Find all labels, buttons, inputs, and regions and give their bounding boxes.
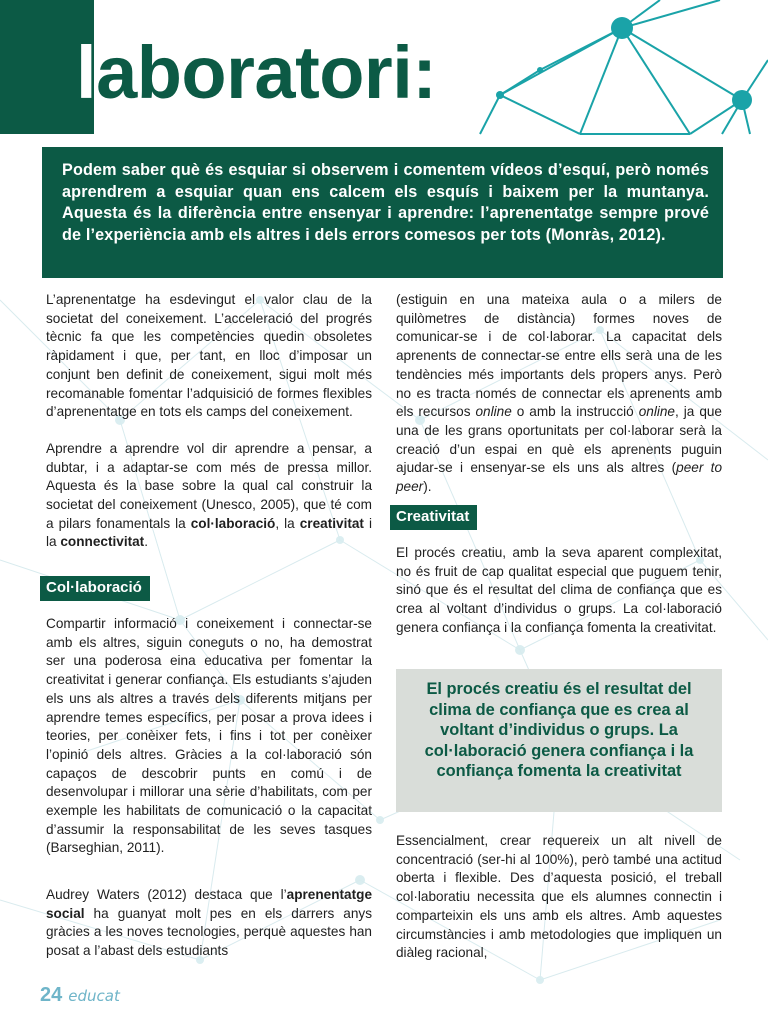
text-run: , ja que una de les grans oportunitats per col·laborar serà la creació d’un espai en què els aprenents puguin ajudar-se i ensenyar-se els uns als altres ( xyxy=(396,404,722,476)
title-first-letter: l xyxy=(76,31,97,114)
left-paragraph-4 xyxy=(46,886,372,961)
left-column xyxy=(46,291,372,552)
right-creativity-body xyxy=(396,544,722,638)
left-paragraph-1: L’aprenentatge ha esdevingut el valor clau de la societat del coneixement. L’acceleració del progrés tècnic fa que les competències quedin obsoletes ràpidament i que, per tant, en lloc d’imposar un conjunt ben definit de coneixement, sigui molt més recomanable fomentar l’adquisició de formes flexibles d’aprenentatge en tots els camps del coneixement. xyxy=(46,292,372,420)
text-run: ha guanyat molt pes en els darrers anys gràcies a les noves tecnologies, perquè aquestes han posat a l’abast dels estudiants xyxy=(46,905,372,959)
section-heading-creativitat: Creativitat xyxy=(390,505,477,530)
intro-quote-box xyxy=(42,147,723,278)
text-run: , la xyxy=(275,515,300,531)
left-collaboration-body xyxy=(46,615,372,858)
title-rest: aboratori: xyxy=(96,31,437,114)
right-final-body xyxy=(396,832,722,963)
bold-term-connectivity: connectivitat xyxy=(60,534,145,550)
bold-term-creativity: creativitat xyxy=(299,515,364,531)
right-paragraph-2: El procés creatiu, amb la seva aparent complexitat, no és fruit de cap qualitat especial que puguem tenir, sinó que és el resultat del clima de confiança que es crea al voltant d’individus o grups. La col·laboració genera confiança i la confiança fomenta la creativitat. xyxy=(396,545,722,635)
left-paragraph-2 xyxy=(46,440,372,552)
italic-term: online xyxy=(475,404,512,420)
text-run: ). xyxy=(423,479,432,495)
right-paragraph-1 xyxy=(396,291,722,497)
intro-quote-text: Podem saber què és esquiar si observem i comentem vídeos d’esquí, però només aprendrem a esquiar quan ens calcem els esquís i baixem per la muntanya. Aquesta és la diferència entre ensenyar i aprendre: l’aprenentatge sempre prové de l’experiència amb els altres i dels errors comesos per tots (Monràs, 2012). xyxy=(62,161,709,244)
pull-quote-text: El procés creatiu és el resultat del clima de confiança que es crea al voltant d’individus o grups. La col·laboració genera confiança i la confiança fomenta la creativitat xyxy=(424,680,694,780)
text-run: i la xyxy=(46,515,372,550)
page-footer xyxy=(40,984,120,1007)
section-heading-collaboracio: Col·laboració xyxy=(40,576,150,601)
bold-term-social-learning: aprenentatge social xyxy=(46,887,372,921)
italic-term: online xyxy=(638,404,675,420)
pull-quote-box xyxy=(396,669,722,812)
page-number: 24 xyxy=(40,984,63,1006)
right-paragraph-3: Essencialment, crear requereix un alt nivell de concentració (ser-hi al 100%), però també una actitud oberta i flexible. Des d’aquesta posició, el treball col·laboratiu necessita que els alumnes connectin i comparteixin els uns amb els altres. Amb aquestes circumstàncies i amb metodologies que impliquen un diàleg racional, xyxy=(396,833,722,961)
page-title xyxy=(76,31,437,114)
text-run: Aprendre a aprendre vol dir aprendre a pensar, a dubtar, i a adaptar-se com més de pressa millor. Aquesta és la base sobre la qual cal construir la societat del coneixement (Unesco, 2005), que té com a pilars fonamentals la xyxy=(46,440,372,531)
text-run: (estiguin en una mateixa aula o a milers de quilòmetres de distància) formes noves de comunicar-se i de col·laborar. La capacitat dels aprenents de connectar-se entre ells serà una de les tendències més importants dels propers anys. Però no es tracta només de connectar els aprenents amb els recursos xyxy=(396,292,722,420)
italic-term: peer to peer xyxy=(396,460,722,495)
left-final-body xyxy=(46,886,372,961)
magazine-name: educat xyxy=(68,987,120,1005)
bold-term-collaboration: col·laboració xyxy=(190,515,276,531)
right-column xyxy=(396,291,722,497)
left-paragraph-3: Compartir informació i coneixement i connectar-se amb els altres, siguin coneguts o no, ha demostrat ser una poderosa eina educativa per fomentar la creativitat i generar confiança. Els estudiants s’ajuden els uns als altres a través dels diferents mitjans per aprendre temes específics, per posar a prova idees i teories, per conèixer fets, i fins i tot per conèixer l’opinió dels altres. Gràcies a la col·laboració són capaços de descobrir punts en comú i de desenvolupar i millorar una sèrie d’habilitats, com per exemple les habilitats de comunicació o la capacitat d’assumir la responsabilitat de les seves tasques (Barseghian, 2011). xyxy=(46,616,372,856)
text-run: . xyxy=(144,534,148,550)
text-run: Audrey Waters (2012) destaca que l’ xyxy=(46,887,287,902)
text-run: o amb la instrucció xyxy=(511,404,639,420)
